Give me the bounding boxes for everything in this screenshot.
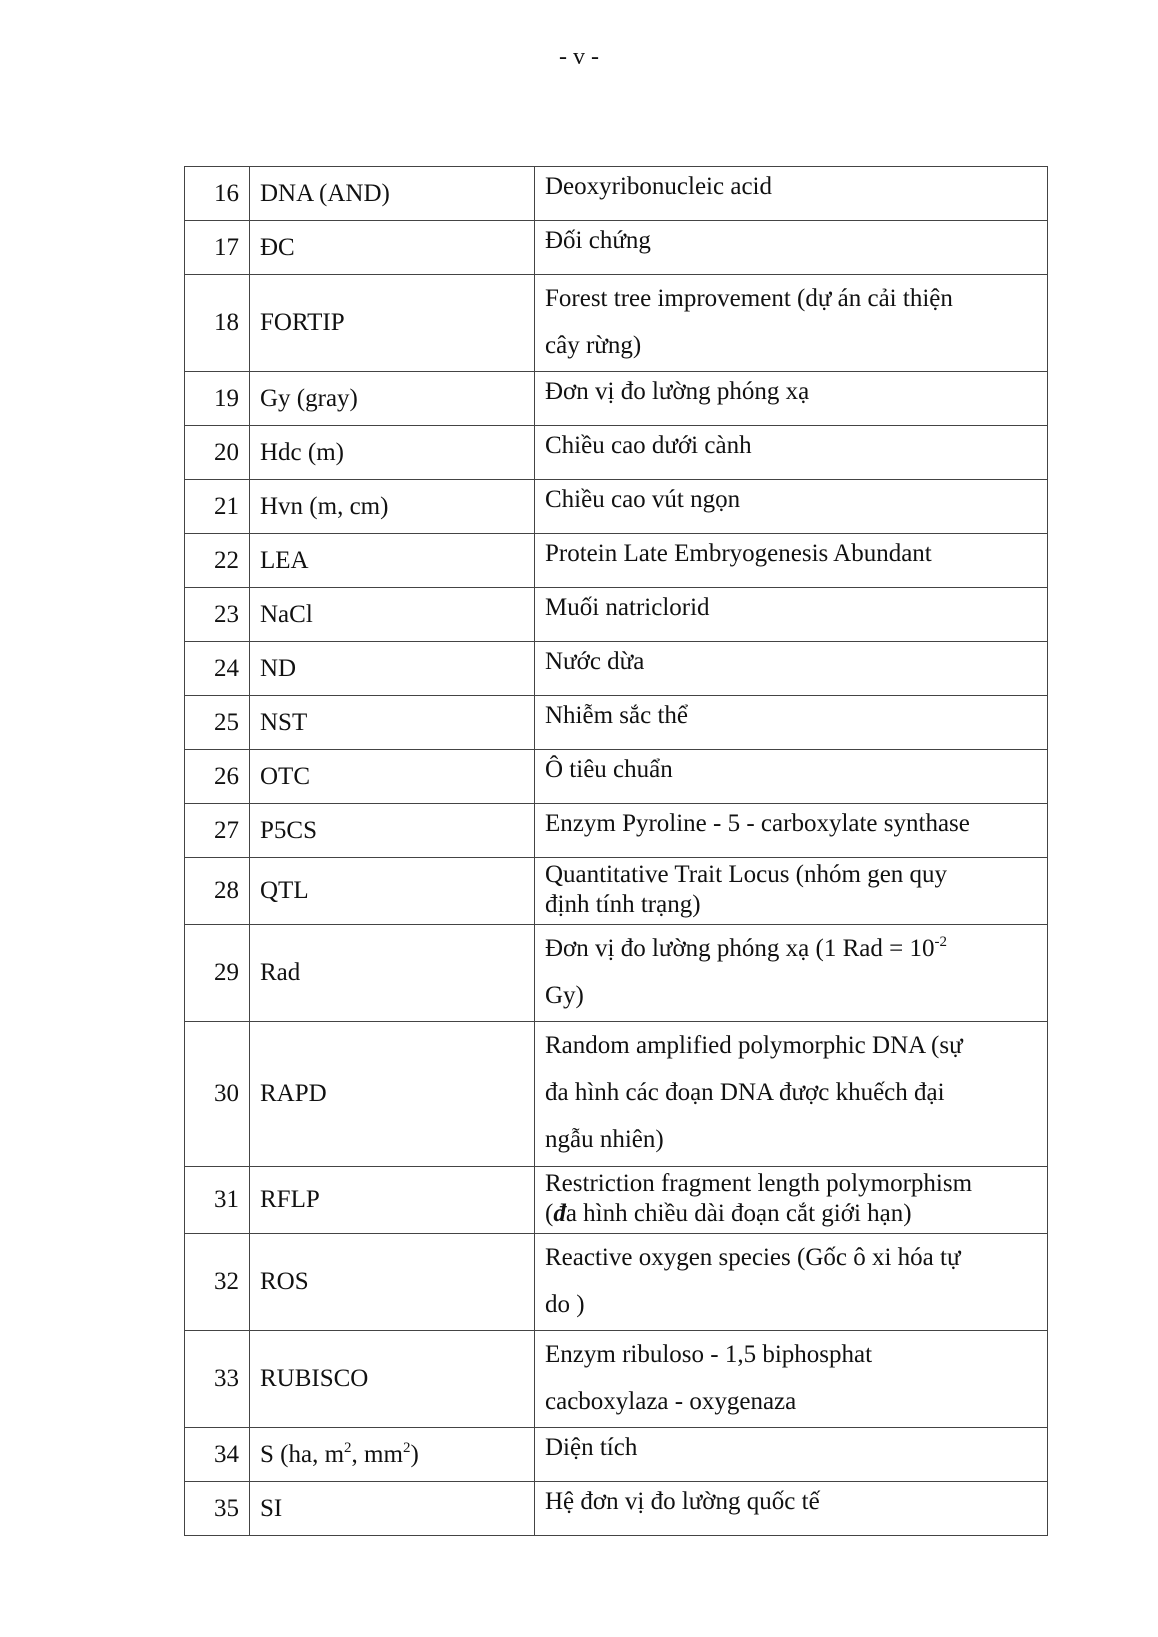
abbreviation: NST <box>250 696 535 750</box>
definition: Đối chứng <box>535 221 1048 275</box>
exponent: -2 <box>934 934 947 950</box>
abbreviation-text: , mm <box>351 1440 403 1468</box>
definition: Hệ đơn vị đo lường quốc tế <box>535 1482 1048 1536</box>
abbreviation: Hvn (m, cm) <box>250 480 535 534</box>
table-row <box>185 1482 1048 1536</box>
abbreviation: Hdc (m) <box>250 426 535 480</box>
definition <box>535 1167 1048 1234</box>
definition-line: cây rừng) <box>545 332 642 359</box>
abbreviation: ROS <box>250 1234 535 1331</box>
definition <box>535 925 1048 1022</box>
abbreviation <box>250 1428 535 1482</box>
definition: Deoxyribonucleic acid <box>535 167 1048 221</box>
row-number: 23 <box>185 588 250 642</box>
exponent: 2 <box>402 1439 411 1456</box>
definition <box>535 275 1048 372</box>
definition: Đơn vị đo lường phóng xạ <box>535 372 1048 426</box>
abbreviation: SI <box>250 1482 535 1536</box>
table-row <box>185 804 1048 858</box>
table-row <box>185 1022 1048 1167</box>
table-row <box>185 642 1048 696</box>
table-row <box>185 858 1048 925</box>
definition <box>535 1234 1048 1331</box>
abbreviation: LEA <box>250 534 535 588</box>
row-number: 16 <box>185 167 250 221</box>
definition: Diện tích <box>535 1428 1048 1482</box>
definition-text: ( <box>545 1200 554 1227</box>
definition <box>535 1331 1048 1428</box>
table-row <box>185 588 1048 642</box>
definition: Protein Late Embryogenesis Abundant <box>535 534 1048 588</box>
definition: Enzym Pyroline - 5 - carboxylate synthase <box>535 804 1048 858</box>
row-number: 34 <box>185 1428 250 1482</box>
row-number: 26 <box>185 750 250 804</box>
row-number: 21 <box>185 480 250 534</box>
abbreviation: ND <box>250 642 535 696</box>
definition-line: Forest tree improvement (dự án cải thiện <box>545 285 953 312</box>
definition <box>535 858 1048 925</box>
row-number: 28 <box>185 858 250 925</box>
table-row <box>185 372 1048 426</box>
row-number: 25 <box>185 696 250 750</box>
row-number: 19 <box>185 372 250 426</box>
definition-line: do ) <box>545 1291 585 1318</box>
definition: Chiều cao vút ngọn <box>535 480 1048 534</box>
definition: Muối natriclorid <box>535 588 1048 642</box>
definition: Chiều cao dưới cành <box>535 426 1048 480</box>
definition-line: Restriction fragment length polymorphism <box>545 1170 973 1197</box>
table-row <box>185 534 1048 588</box>
row-number: 30 <box>185 1022 250 1167</box>
abbreviation-table <box>184 166 1048 1536</box>
abbreviation: RFLP <box>250 1167 535 1234</box>
row-number: 33 <box>185 1331 250 1428</box>
table-row <box>185 480 1048 534</box>
page-number: - v - <box>559 44 599 70</box>
definition-text: a hình chiều dài đoạn cắt giới hạn) <box>565 1200 912 1227</box>
row-number: 31 <box>185 1167 250 1234</box>
table-row <box>185 750 1048 804</box>
table-row <box>185 1234 1048 1331</box>
row-number: 32 <box>185 1234 250 1331</box>
table-row <box>185 275 1048 372</box>
table-row <box>185 221 1048 275</box>
table-row <box>185 925 1048 1022</box>
definition-line: đa hình các đoạn DNA được khuếch đại <box>545 1079 945 1106</box>
definition-line: ngẫu nhiên) <box>545 1126 664 1153</box>
row-number: 22 <box>185 534 250 588</box>
definition-line: cacboxylaza - oxygenaza <box>545 1388 797 1415</box>
definition-line: Enzym ribuloso - 1,5 biphosphat <box>545 1341 873 1368</box>
row-number: 35 <box>185 1482 250 1536</box>
row-number: 27 <box>185 804 250 858</box>
abbreviation-text: S (ha, m <box>260 1440 345 1468</box>
abbreviation: OTC <box>250 750 535 804</box>
emphasized-letter: đ <box>553 1200 566 1227</box>
abbreviation: RUBISCO <box>250 1331 535 1428</box>
table-row <box>185 167 1048 221</box>
abbreviation: Gy (gray) <box>250 372 535 426</box>
abbreviation: DNA (AND) <box>250 167 535 221</box>
abbreviation: FORTIP <box>250 275 535 372</box>
definition: Ô tiêu chuẩn <box>535 750 1048 804</box>
table-row <box>185 1428 1048 1482</box>
definition-line: định tính trạng) <box>545 891 701 918</box>
definition <box>535 1022 1048 1167</box>
abbreviation: Rad <box>250 925 535 1022</box>
definition: Nhiễm sắc thể <box>535 696 1048 750</box>
definition-line: Gy) <box>545 982 584 1009</box>
row-number: 20 <box>185 426 250 480</box>
row-number: 18 <box>185 275 250 372</box>
definition-text: Đơn vị đo lường phóng xạ (1 Rad = 10 <box>545 935 935 962</box>
definition: Nước dừa <box>535 642 1048 696</box>
definition-line: Random amplified polymorphic DNA (sự <box>545 1032 963 1059</box>
exponent: 2 <box>344 1439 352 1456</box>
table-row <box>185 1167 1048 1234</box>
abbreviation: ĐC <box>250 221 535 275</box>
definition-line: Quantitative Trait Locus (nhóm gen quy <box>545 861 948 888</box>
table-row <box>185 696 1048 750</box>
table-row <box>185 1331 1048 1428</box>
abbreviation: NaCl <box>250 588 535 642</box>
abbreviation-text: ) <box>410 1440 419 1468</box>
abbreviation: RAPD <box>250 1022 535 1167</box>
abbreviation: QTL <box>250 858 535 925</box>
definition-line: Reactive oxygen species (Gốc ô xi hóa tự <box>545 1244 961 1271</box>
row-number: 24 <box>185 642 250 696</box>
abbreviation: P5CS <box>250 804 535 858</box>
row-number: 17 <box>185 221 250 275</box>
table-row <box>185 426 1048 480</box>
row-number: 29 <box>185 925 250 1022</box>
